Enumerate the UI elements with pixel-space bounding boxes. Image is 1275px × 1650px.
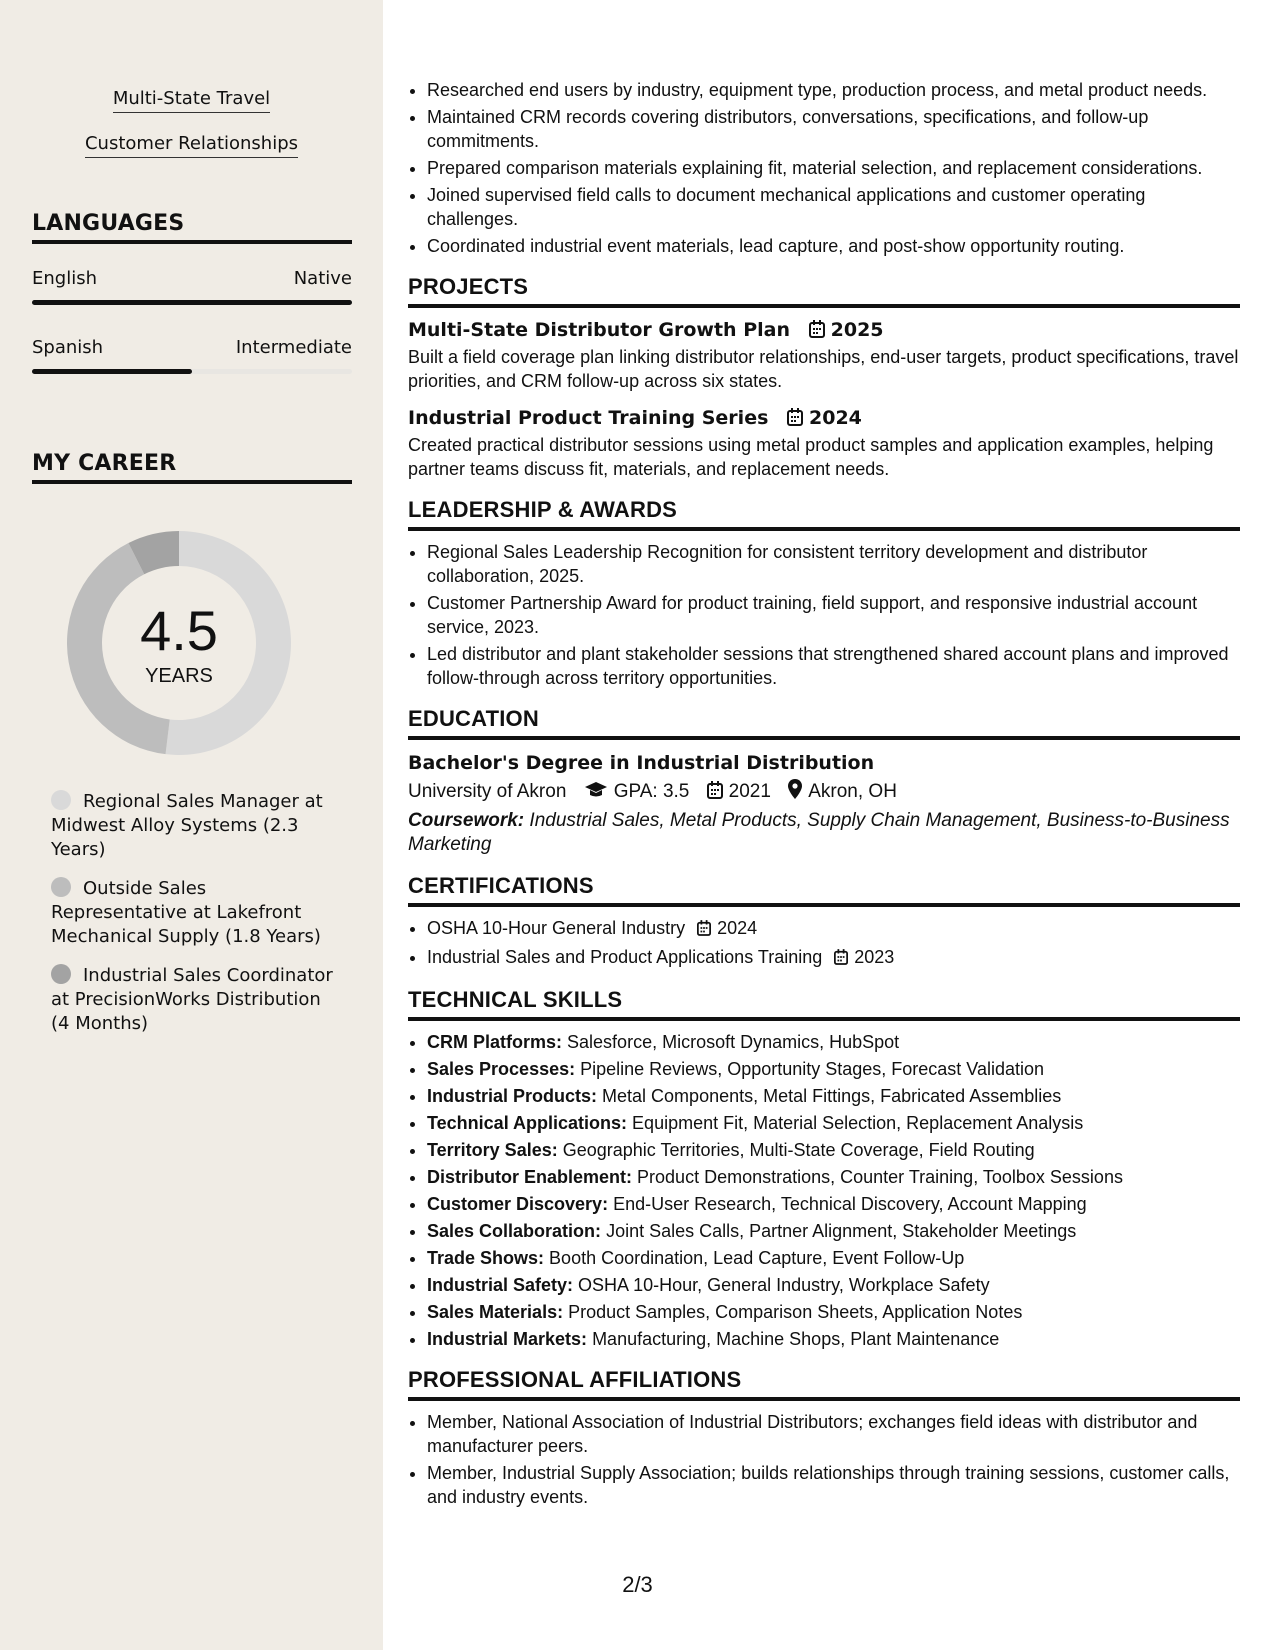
leadership-list [408, 540, 1240, 690]
graduation-year: 2021 [728, 781, 771, 802]
skill-item: • Industrial Products: Metal Components, Metal Fittings, Fabricated Assemblies [427, 1084, 1240, 1108]
skill-item: • CRM Platforms: Salesforce, Microsoft Dynamics, HubSpot [427, 1030, 1240, 1054]
skills-list [408, 1030, 1240, 1351]
calendar-icon [809, 319, 825, 345]
tag-customer-relationships: Customer Relationships [0, 133, 383, 154]
skill-item: • Distributor Enablement: Product Demonstrations, Counter Training, Toolbox Sessions [427, 1165, 1240, 1189]
career-item: Industrial Sales Coordinator at PrecisionWorks Distribution (4 Months) [51, 965, 333, 1034]
project-description: Created practical distributor sessions using metal product samples and application examples, helping partner teams discuss fit, materials, and replacement needs. [408, 435, 1214, 479]
graduation-cap-icon [584, 779, 608, 809]
list-item: • Customer Partnership Award for product training, field support, and responsive industrial account service, 2023. [427, 591, 1240, 639]
language-name: English [32, 268, 97, 289]
career-list [51, 790, 341, 1051]
location-pin-icon [788, 779, 802, 809]
sidebar [0, 0, 383, 1650]
projects-heading: PROJECTS [408, 274, 1240, 308]
school-location: Akron, OH [808, 781, 897, 802]
calendar-icon [787, 407, 803, 433]
page-number: 2/3 [622, 1572, 653, 1597]
list-item: • Member, Industrial Supply Association; builds relationships through training sessions, customer calls, and industry events. [427, 1461, 1240, 1509]
career-dot-icon [51, 877, 71, 897]
language-bar [32, 369, 352, 374]
list-item: • Regional Sales Leadership Recognition for consistent territory development and distributor collaboration, 2025. [427, 540, 1240, 588]
skill-item: • Territory Sales: Geographic Territories, Multi-State Coverage, Field Routing [427, 1138, 1240, 1162]
career-total-years: 4.5 [140, 599, 218, 662]
list-item: • Maintained CRM records covering distributors, conversations, specifications, and follow-up commitments. [427, 105, 1240, 153]
list-item: • Prepared comparison materials explaining fit, material selection, and replacement considerations. [427, 156, 1240, 180]
language-level: Native [293, 268, 352, 289]
list-item: • Joined supervised field calls to document mechanical applications and customer operating challenges. [427, 183, 1240, 231]
list-item: • Coordinated industrial event materials, lead capture, and post-show opportunity routing. [427, 234, 1240, 258]
career-item: Outside Sales Representative at Lakefront Mechanical Supply (1.8 Years) [51, 878, 321, 947]
degree-title: Bachelor's Degree in Industrial Distribution [408, 752, 875, 774]
skill-item: • Sales Collaboration: Joint Sales Calls, Partner Alignment, Stakeholder Meetings [427, 1219, 1240, 1243]
project-title: Industrial Product Training Series 2024 [408, 405, 1240, 433]
skill-item: • Sales Processes: Pipeline Reviews, Opportunity Stages, Forecast Validation [427, 1057, 1240, 1081]
skill-item: • Technical Applications: Equipment Fit, Material Selection, Replacement Analysis [427, 1111, 1240, 1135]
career-item: Regional Sales Manager at Midwest Alloy Systems (2.3 Years) [51, 791, 323, 860]
list-item: • Industrial Sales and Product Applications Training 2023 [427, 945, 1240, 971]
career-dot-icon [51, 964, 71, 984]
language-bar-fill [32, 300, 352, 305]
project-description: Built a field coverage plan linking distributor relationships, end-user targets, product specifications, travel priorities, and CRM follow-up across six states. [408, 347, 1239, 391]
affiliations-list [408, 1410, 1240, 1509]
experience-bullets [408, 78, 1240, 258]
coursework: Coursework: Industrial Sales, Metal Products, Supply Chain Management, Business-to-Business Marketing [408, 810, 1230, 855]
main-content [408, 78, 1240, 1512]
project-title: Multi-State Distributor Growth Plan 2025 [408, 317, 1240, 345]
calendar-icon [834, 947, 848, 971]
language-row [32, 268, 352, 289]
leadership-heading: LEADERSHIP & AWARDS [408, 497, 1240, 531]
certifications-heading: CERTIFICATIONS [408, 873, 1240, 907]
affiliations-heading: PROFESSIONAL AFFILIATIONS [408, 1367, 1240, 1401]
technical-skills-heading: TECHNICAL SKILLS [408, 987, 1240, 1021]
skill-item: • Trade Shows: Booth Coordination, Lead Capture, Event Follow-Up [427, 1246, 1240, 1270]
calendar-icon [697, 918, 711, 942]
career-donut [67, 531, 291, 755]
list-item: • Led distributor and plant stakeholder sessions that strengthened shared account plans and improved follow-through across territory opportunities. [427, 642, 1240, 690]
skill-item: • Customer Discovery: End-User Research, Technical Discovery, Account Mapping [427, 1192, 1240, 1216]
education-heading: EDUCATION [408, 706, 1240, 740]
skill-item: • Sales Materials: Product Samples, Comparison Sheets, Application Notes [427, 1300, 1240, 1324]
list-item: • Researched end users by industry, equipment type, production process, and metal product needs. [427, 78, 1240, 102]
certifications-list [408, 916, 1240, 971]
career-total-unit: YEARS [145, 665, 213, 687]
career-heading: MY CAREER [32, 451, 352, 484]
list-item: • OSHA 10-Hour General Industry 2024 [427, 916, 1240, 942]
languages-heading: LANGUAGES [32, 211, 352, 244]
language-name: Spanish [32, 337, 104, 358]
language-level: Intermediate [235, 337, 352, 358]
skill-item: • Industrial Safety: OSHA 10-Hour, General Industry, Workplace Safety [427, 1273, 1240, 1297]
school-name: University of Akron [408, 781, 567, 802]
language-bar [32, 300, 352, 305]
language-bar-fill [32, 369, 192, 374]
skill-item: • Industrial Markets: Manufacturing, Machine Shops, Plant Maintenance [427, 1327, 1240, 1351]
education-meta [408, 777, 1240, 809]
gpa: GPA: 3.5 [613, 781, 690, 802]
tag-multi-state-travel: Multi-State Travel [0, 88, 383, 109]
career-dot-icon [51, 790, 71, 810]
language-row [32, 337, 352, 358]
calendar-icon [707, 779, 723, 809]
list-item: • Member, National Association of Industrial Distributors; exchanges field ideas with distributor and manufacturer peers. [427, 1410, 1240, 1458]
